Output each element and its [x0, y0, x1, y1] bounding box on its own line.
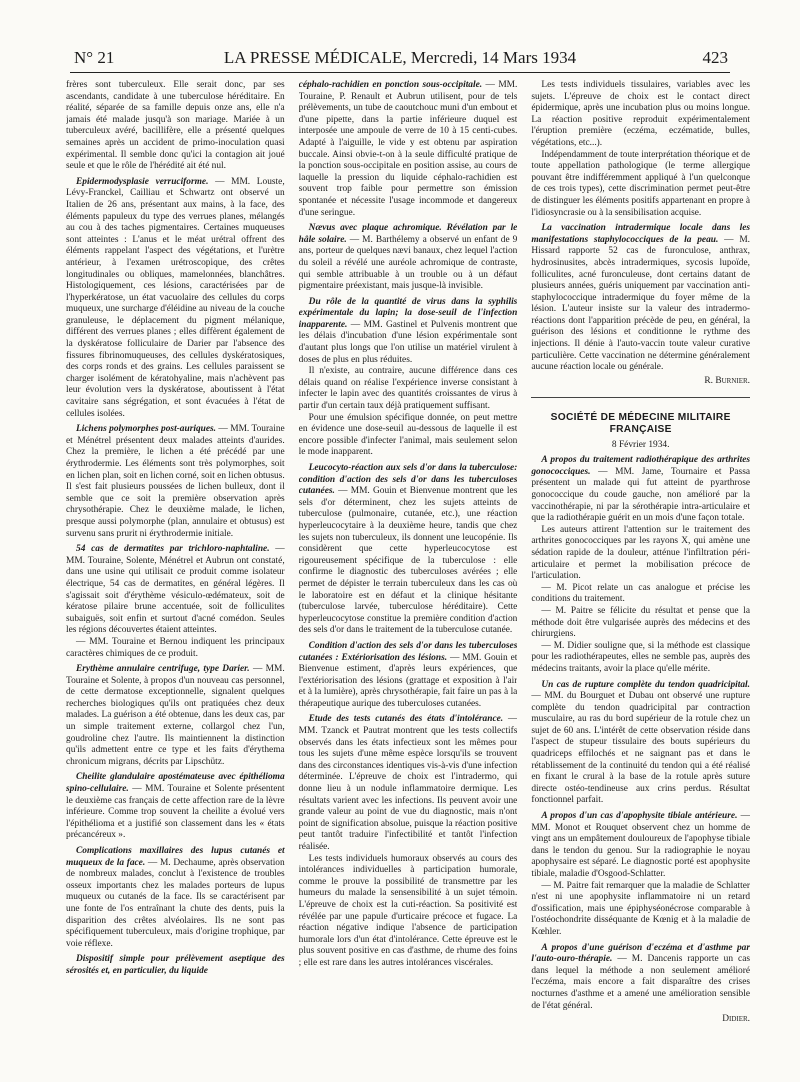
- article-body: — MM. Tzanck et Pautrat montrent que les tests collectifs observés dans les états infectieux sont les mêmes pour tous les sujets d'une même espèce lorsqu'ils se trouvent dans des circonstances identiques vis-à-vis d'une infection déterminée. L'épreuve de choix est l'intradermo, qui donne lieu à un nodule inflammatoire dermique. Les résultats varient avec les infections. Ils peuvent avoir une grande valeur au point de vue du diagnostic, mais n'ont point de signification absolue, puisque la réaction positive peut tantôt traduire l'infectibilité et tantôt l'infection réalisée.: [298, 714, 518, 852]
- article-title: A propos du traitement radiothérapique des arthrites gonococciques.: [531, 455, 751, 477]
- article-body: — M. Hissard rapporte 52 cas de furonculose, anthrax, hydrosinusites, abcès intradermiques, sycosis lupoïde, folliculites, acné furonculeuse, dont certains datant de plusieurs années, guéris uniquement par vaccination anti-staphylococcique intradermique du foyer même de la lésion. L'auteur insiste sur la valeur des intradermo-réactions dont l'apparition précède de peu, en général, la guérison des lésions et conditionne le rythme des injections. Il dénie à l'auto-vaccin toute valeur curative particulière. Cette vaccination ne détermine généralement aucune réaction locale ou générale.: [531, 234, 751, 373]
- column-1: [66, 80, 285, 1070]
- article-title: Lichens polymorphes post-auriques.: [76, 424, 217, 435]
- article-body: — MM. Monot et Rouquet observent chez un homme de vingt ans un empâtement douloureux de l'apophyse tibiale dans le tendon du genou. Sur la radiographie le noyau apophysaire est séparé. Le diagnostic porté est apophysite tibiale, maladie d'Osgood-Schlatter.: [531, 811, 751, 879]
- article: [299, 463, 518, 637]
- article: [66, 846, 285, 950]
- article: [66, 177, 285, 420]
- text-columns: [66, 80, 750, 1070]
- article-body: — MM. Touraine et Solente, à propos d'un nouveau cas personnel, de cette dermatose exceptionnelle, signalent quelques recherches biologiques qu'ils ont pratiquées chez deux malades. La guérison a été obtenue, dans les deux cas, par un simple traitement externe, collargol chez l'un, goudroline chez l'autre. Ils maintiennent la distinction qu'ils admettent entre ce type et les faits d'érythema chronicum migrans, décrits par Lipschütz.: [66, 664, 285, 767]
- article-body: — MM. Touraine et Ménétrel présentent deux malades atteints d'aurides. Chez la première, le lichen a été précédé par une érythrodermie. Les éléments sont très polymorphes, soit en lichen plan, soit en lichen corné, soit en lichen obtusus. Il s'est fait plusieurs poussées de lichen bulleux, dont il semble que ce soit la première observation après chrysothérapie. Chez le deuxième malade, le lichen, presque aussi polymorphe (plan, annulaire et obtusus) est survenu sans prurit ni érythrodermie initiale.: [66, 424, 285, 539]
- column-2: [299, 80, 518, 1070]
- article-body: — MM. Gouin et Bienvenue estiment, d'après leurs expériences, que l'extériorisation des lésions (grattage et exposition à l'air et à la lumière), après chrysothérapie, fait faire un pas à la thérapeutique aurique des tuberculoses cutanées.: [298, 652, 518, 709]
- article-title: A propos d'une guérison d'eczéma et d'asthme par l'auto-ouro-thérapie.: [531, 942, 751, 965]
- article-body: — MM. du Bourguet et Dubau ont observé une rupture complète du tendon quadricipital par contraction musculaire, au ras du bord supérieur de la rotule chez un sujet de 60 ans. L'intérêt de cette observation réside dans l'aspect de stupeur tissulaire des bouts supérieurs du quadriceps effilochés et ne saignant pas et dans le rétablissement de la continuité du tendon qui a été réalisé en fixant le crural à la base de la rotule après suture directe ostéo-tendineuse aux crins perdus. Résultat fonctionnel parfait.: [531, 691, 751, 806]
- article: [531, 680, 750, 808]
- article-body: — MM. Gouin et Bienvenue montrent que les sels d'or déterminent, chez les sujets atteints de tuberculose (pulmonaire, cutanée, etc.), une réaction hyperleucocytaire à la deuxième heure, tandis que chez les sujets non tuberculeux, ils donnent une leucopénie. Ils considèrent que cette hyperleucocytose est rigoureusement spécifique de la tuberculose : elle confirme le diagnostic des tuberculoses avérées ; elle permet de dépister le terrain tuberculeux dans les cas où le laboratoire est en défaut et la clinique hésitante (tuberculose larvée, tuberculose héréditaire). Cette hyperleucocytose constitue la première condition d'action des sels d'or dans le traitement de la tuberculose cutanée.: [298, 486, 518, 636]
- paragraph: Indépendamment de toute interprétation théorique et de toute appellation pathologique (le terme allergique pouvant être indifféremment appliqué à l'un quelconque de ces trois types), cette discrimination permet peut-être de distinguer les éléments positifs appartenant en propre à l'idiosyncrasie ou à la sensibilisation acquise.: [531, 149, 751, 218]
- article: [531, 943, 750, 1013]
- article-title: Nævus avec plaque achromique. Révélation par le hâle solaire.: [298, 223, 518, 245]
- article: [66, 954, 285, 977]
- article-title: Complications maxillaires des lupus cutanés et muqueux de la face.: [66, 846, 285, 868]
- paragraph: Les tests individuels humoraux observés au cours des intolérances individuelles à participation humorale, comme le prouve la possibilité de transmettre par les humeurs du malade la sensensibilité à un sujet témoin. L'épreuve de choix est la cuti-réaction. Sa positivité est révélée par une papule d'urticaire précoce et fugace. La réaction négative indique l'absence de participation humorale lors d'un état d'intolérance. Cette épreuve est le plus souvent positive en cas d'asthme, de rhume des foins ; elle est rare dans les autres intolérances viscérales.: [298, 853, 518, 968]
- paragraph: — M. Paitre se félicite du résultat et pense que la méthode doit être vulgarisée auprès des médecins et des chirurgiens.: [531, 605, 751, 640]
- article-title: Epidermodysplasie verruciforme.: [76, 176, 209, 187]
- article-body: — M. Barthélemy a observé un enfant de 9 ans, porteur de quelques nævi banaux, chez lequel l'action du soleil a révélé une auréole achromique de contraste, qui semble attribuable à un trouble ou à un défaut pigmentaire préexistant, mais jusque-là invisible.: [298, 234, 518, 292]
- article-body: — MM. Touraine, Solente, Ménétrel et Aubrun ont constaté, dans une usine qui utilisait ce produit comme isolateur électrique, 54 cas de dermatites, en général légères. Il s'agissait soit d'érythème vésiculo-œdémateux, soit de kératose pilaire brune accentuée, soit de folliculites subaiguës, soit enfin et surtout d'acné comédon. Seules les régions découvertes étaient atteintes.: [66, 544, 285, 636]
- issue-number: N° 21: [74, 48, 115, 67]
- article-body: — M. Dancenis rapporte un cas dans lequel la méthode a non seulement amélioré l'eczéma, mais encore a fait disparaître des crises nocturnes d'asthme et a amené une amélioration sensible de l'état général.: [531, 954, 751, 1011]
- section-date: 8 Février 1934.: [611, 439, 670, 450]
- article-title: Cheilite glandulaire apostémateuse avec épithélioma spino-cellulaire.: [66, 772, 285, 795]
- article: [531, 455, 750, 525]
- article-body: — M. Dechaume, après observation de nombreux malades, conclut à l'existence de troubles osseux importants chez les malades porteurs de lupus muqueux ou cutanés de la face. Ils se caractérisent par une fonte de l'os entraînant la chute des dents, puis la disparition des crêtes alvéolaires. Ils ne sont pas spécifiquement tuberculeux, mais d'origine trophique, par voie réflexe.: [66, 857, 285, 949]
- article-title: Etude des tests cutanés des états d'intolérance.: [308, 714, 504, 725]
- paragraph: — M. Picot relate un cas analogue et précise les conditions du traitement.: [531, 582, 751, 605]
- article-body: — MM. Touraine, P. Renault et Aubrun utilisent, pour de tels prélèvements, un tube de caoutchouc muni d'un embout et d'une pipette, dans la partie inférieure duquel est interposée une ampoule de verre de 10 à 15 centi-cubes. Adapté à l'aiguille, le vide y est obtenu par aspiration buccale. Ainsi obvie-t-on à la seule difficulté pratique de la ponction sous-occipitale en position assise, au cours de laquelle la pression du liquide céphalo-rachidien est souvent trop faible pour permettre son émission spontanée et nécessite l'usage incommode et dangereux d'une seringue.: [298, 80, 518, 218]
- article: [66, 772, 285, 842]
- running-header: [70, 46, 730, 73]
- article-title: céphalo-rachidien en ponction sous-occipitale.: [298, 80, 483, 90]
- section-title: SOCIÉTÉ DE MÉDECINE MILITAIRE FRANÇAISE: [531, 397, 750, 435]
- paragraph: Pour une émulsion spécifique donnée, on peut mettre en évidence une dose-seuil au-dessous de laquelle il est encore possible d'infecter l'animal, mais seulement selon le mode inapparent.: [298, 412, 518, 458]
- article-title: Condition d'action des sels d'or dans les tuberculoses cutanées : Extériorisation des lésions.: [298, 640, 518, 663]
- article: [531, 811, 750, 881]
- article: [299, 80, 518, 219]
- paragraph: frères sont tuberculeux. Elle serait donc, par ses ascendants, candidate à une tuberculose héréditaire. En réalité, séparée de sa famille depuis onze ans, elle n'a jamais été malade jusqu'à son mariage. Mariée à un tuberculeux avéré, bacillifère, elle a présenté quelques semaines après un accident de primo-inoculation quasi expérimental. Il semble donc qu'ici la contagion ait joué seule et que le rôle de l'hérédité ait été nul.: [66, 80, 285, 172]
- article-body: — MM. Gastinel et Pulvenis montrent que les délais d'incubation d'une lésion expérimentale sont d'autant plus longs que l'on utilise un matériel virulent à doses de plus en plus réduites.: [298, 319, 518, 365]
- article: [66, 664, 285, 768]
- article-title: Dispositif simple pour prélèvement aseptique des sérosités et, en particulier, du liquide: [66, 954, 285, 976]
- paragraph: Les auteurs attirent l'attention sur le traitement des arthrites gonococciques par les rayons X, qui amène une sédation rapide de la douleur, atténue l'infiltration péri-articulaire et permet la mobilisation précoce de l'articulation.: [531, 524, 751, 582]
- article: [66, 424, 285, 540]
- article: [531, 223, 750, 374]
- paragraph: — M. Paitre fait remarquer que la maladie de Schlatter n'est ni une apophysite inflammatoire ni un retard d'ossification, mais une épiphyséonécrose comparable à l'ostéochondrite disséquante de Kœnig et à la maladie de Kœhler.: [531, 880, 751, 937]
- author-signature: Didier.: [722, 1014, 751, 1025]
- column-3: [531, 80, 750, 1070]
- journal-title: LA PRESSE MÉDICALE, Mercredi, 14 Mars 1934: [223, 48, 577, 67]
- paragraph: — MM. Touraine et Bernou indiquent les principaux caractères chimiques de ce produit.: [66, 636, 285, 659]
- article-title: 54 cas de dermatites par trichloro-naphtaline.: [76, 544, 270, 555]
- article: [299, 641, 518, 711]
- page-number: 423: [702, 48, 728, 67]
- article-body: — MM. Louste, Lévy-Franckel, Cailliau et Schwartz ont observé un Italien de 26 ans, présentant aux mains, à la face, des éléments papuleux du type des verrues planes, mélangés au cou à des taches pigmentaires. Certaines muqueuses sont atteintes : L'anus et le méat urétral offrent des éléments rappelant l'aspect des végétations, et l'urètre antérieur, à l'examen urétroscopique, des crêtes longitudinales ou obliques, mamelonnées, blanchâtres. Histologiquement, ces lésions, caractérisées par de l'hyperkératose, un état vacuolaire des cellules du corps muqueux, une surcharge d'éléidine au niveau de la couche granuleuse, le déplacement du pigment mélanique, différent des verrues planes ; elles diffèrent également de la dyskératose folliculaire de Darier par l'absence des fissures fibrinomuqueuses, des cellules dyskératosiques, des corps ronds et des grains. Les cellules paraissent se charger isolément de kératohyaline, mais n'achèvent pas leur évolution vers la dyskératose, aboutissent à l'état cavitaire sans ségrégation, et sont évacuées à l'état de cellules isolées.: [66, 176, 285, 419]
- article-title: La vaccination intradermique locale dans les manifestations staphylococciques de la peau.: [531, 223, 751, 245]
- article: [299, 297, 518, 367]
- article-title: A propos d'un cas d'apophysite tibiale antérieure.: [541, 811, 738, 822]
- article-title: Un cas de rupture complète du tendon quadricipital.: [541, 679, 751, 690]
- article: [66, 544, 285, 637]
- paragraph: Il n'existe, au contraire, aucune différence dans ces délais quand on réalise l'expérience inverse consistant à infecter le lapin avec des quantités croissantes de virus à partir d'un certain taux déjà pratiquement suffisant.: [298, 366, 518, 412]
- article-title: Erythème annulaire centrifuge, type Darier.: [76, 664, 250, 675]
- article-title: Leucocyto-réaction aux sels d'or dans la tuberculose: condition d'action des sels d'or dans les tuberculoses cutanées.: [298, 463, 518, 497]
- paragraph: Les tests individuels tissulaires, variables avec les sujets. L'épreuve de choix est le contact direct épidermique, après une incubation plus ou moins longue. La réaction positive reproduit expérimentalement l'éruption première (eczéma, eczématide, bulles, végétations, etc...).: [531, 80, 751, 148]
- paragraph: — M. Didier souligne que, si la méthode est classique pour les radiothérapeutes, elles ne semble pas, auprès des médecins traitants, avoir la place qu'elle mérite.: [531, 640, 751, 674]
- article-title: Du rôle de la quantité de virus dans la syphilis expérimentale du lapin; la dose-seuil de l'infection inapparente.: [298, 296, 518, 330]
- article-body: — MM. Jame, Tournaire et Passa présentent un malade qui fut atteint de pyarthrose gonococcique du coude gauche, non amélioré par la vaccinothérapie, ni par la sérothérapie intra-articulaire et que la radiothérapie guérit en un mois d'une façon totale.: [531, 466, 751, 524]
- article-body: — MM. Touraine et Solente présentent le deuxième cas français de cette affection rare de la lèvre inférieure. Comme trop souvent la cheilite a évolué vers l'épithélioma et a justifié son classement dans les « états précancéreux ».: [66, 784, 285, 841]
- article: [299, 714, 518, 853]
- article: [299, 223, 518, 293]
- author-signature: R. Burnier.: [704, 375, 751, 386]
